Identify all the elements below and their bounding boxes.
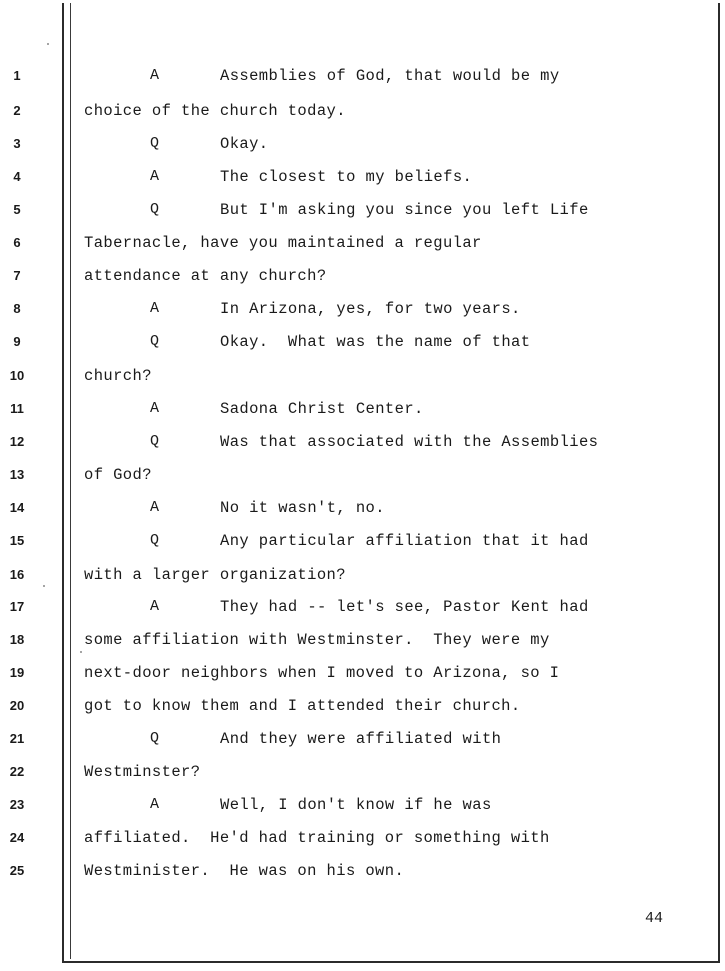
line-text: Well, I don't know if he was [220, 796, 492, 814]
speaker-label: A [150, 499, 160, 516]
line-number: 19 [9, 665, 25, 680]
line-number: 14 [9, 500, 25, 515]
speaker-label: Q [150, 201, 160, 218]
line-text: of God? [84, 466, 152, 484]
scan-speck [43, 585, 45, 587]
scan-speck [80, 651, 82, 653]
line-number: 4 [13, 169, 21, 184]
speaker-label: Q [150, 135, 160, 152]
line-number: 20 [9, 698, 25, 713]
speaker-label: Q [150, 730, 160, 747]
line-text: No it wasn't, no. [220, 499, 385, 517]
speaker-label: A [150, 168, 160, 185]
line-text: They had -- let's see, Pastor Kent had [220, 598, 589, 616]
line-text: church? [84, 367, 152, 385]
line-text: Was that associated with the Assemblies [220, 433, 599, 451]
line-text: Okay. [220, 135, 269, 153]
line-text: affiliated. He'd had training or something with [84, 829, 550, 847]
line-number: 13 [9, 467, 25, 482]
line-text: But I'm asking you since you left Life [220, 201, 589, 219]
line-number: 7 [13, 268, 21, 283]
speaker-label: A [150, 400, 160, 417]
line-text: Westminister. He was on his own. [84, 862, 405, 880]
line-number: 2 [13, 103, 21, 118]
line-number: 24 [9, 830, 25, 845]
line-text: some affiliation with Westminster. They were my [84, 631, 550, 649]
line-number: 16 [9, 567, 25, 582]
line-text: Westminster? [84, 763, 201, 781]
line-text: In Arizona, yes, for two years. [220, 300, 521, 318]
line-text: And they were affiliated with [220, 730, 502, 748]
speaker-label: Q [150, 532, 160, 549]
line-number: 17 [9, 599, 25, 614]
speaker-label: A [150, 300, 160, 317]
line-text: got to know them and I attended their church. [84, 697, 521, 715]
line-number: 6 [13, 235, 21, 250]
speaker-label: A [150, 598, 160, 615]
scan-speck [47, 43, 49, 45]
speaker-label: Q [150, 433, 160, 450]
line-number: 8 [13, 301, 21, 316]
line-text: Any particular affiliation that it had [220, 532, 589, 550]
line-number: 5 [13, 202, 21, 217]
line-number: 11 [10, 401, 24, 416]
line-text: choice of the church today. [84, 102, 346, 120]
line-number: 1 [13, 68, 21, 83]
line-number: 10 [9, 368, 25, 383]
page-number: 44 [645, 910, 664, 927]
line-number: 21 [9, 731, 25, 746]
line-text: Sadona Christ Center. [220, 400, 424, 418]
line-text: The closest to my beliefs. [220, 168, 473, 186]
line-text: with a larger organization? [84, 566, 346, 584]
line-text: Tabernacle, have you maintained a regular [84, 234, 482, 252]
line-text: Assemblies of God, that would be my [220, 67, 560, 85]
line-number: 25 [9, 863, 25, 878]
speaker-label: A [150, 796, 160, 813]
speaker-label: A [150, 67, 160, 84]
line-text: attendance at any church? [84, 267, 327, 285]
line-number: 3 [13, 136, 21, 151]
line-number: 15 [9, 533, 25, 548]
line-text: Okay. What was the name of that [220, 333, 531, 351]
line-number: 9 [13, 334, 21, 349]
line-number: 18 [9, 632, 25, 647]
speaker-label: Q [150, 333, 160, 350]
line-number: 23 [9, 797, 25, 812]
line-text: next-door neighbors when I moved to Arizona, so I [84, 664, 560, 682]
line-number: 12 [9, 434, 25, 449]
line-number: 22 [9, 764, 25, 779]
page-border [62, 3, 720, 963]
margin-rule [70, 3, 71, 959]
